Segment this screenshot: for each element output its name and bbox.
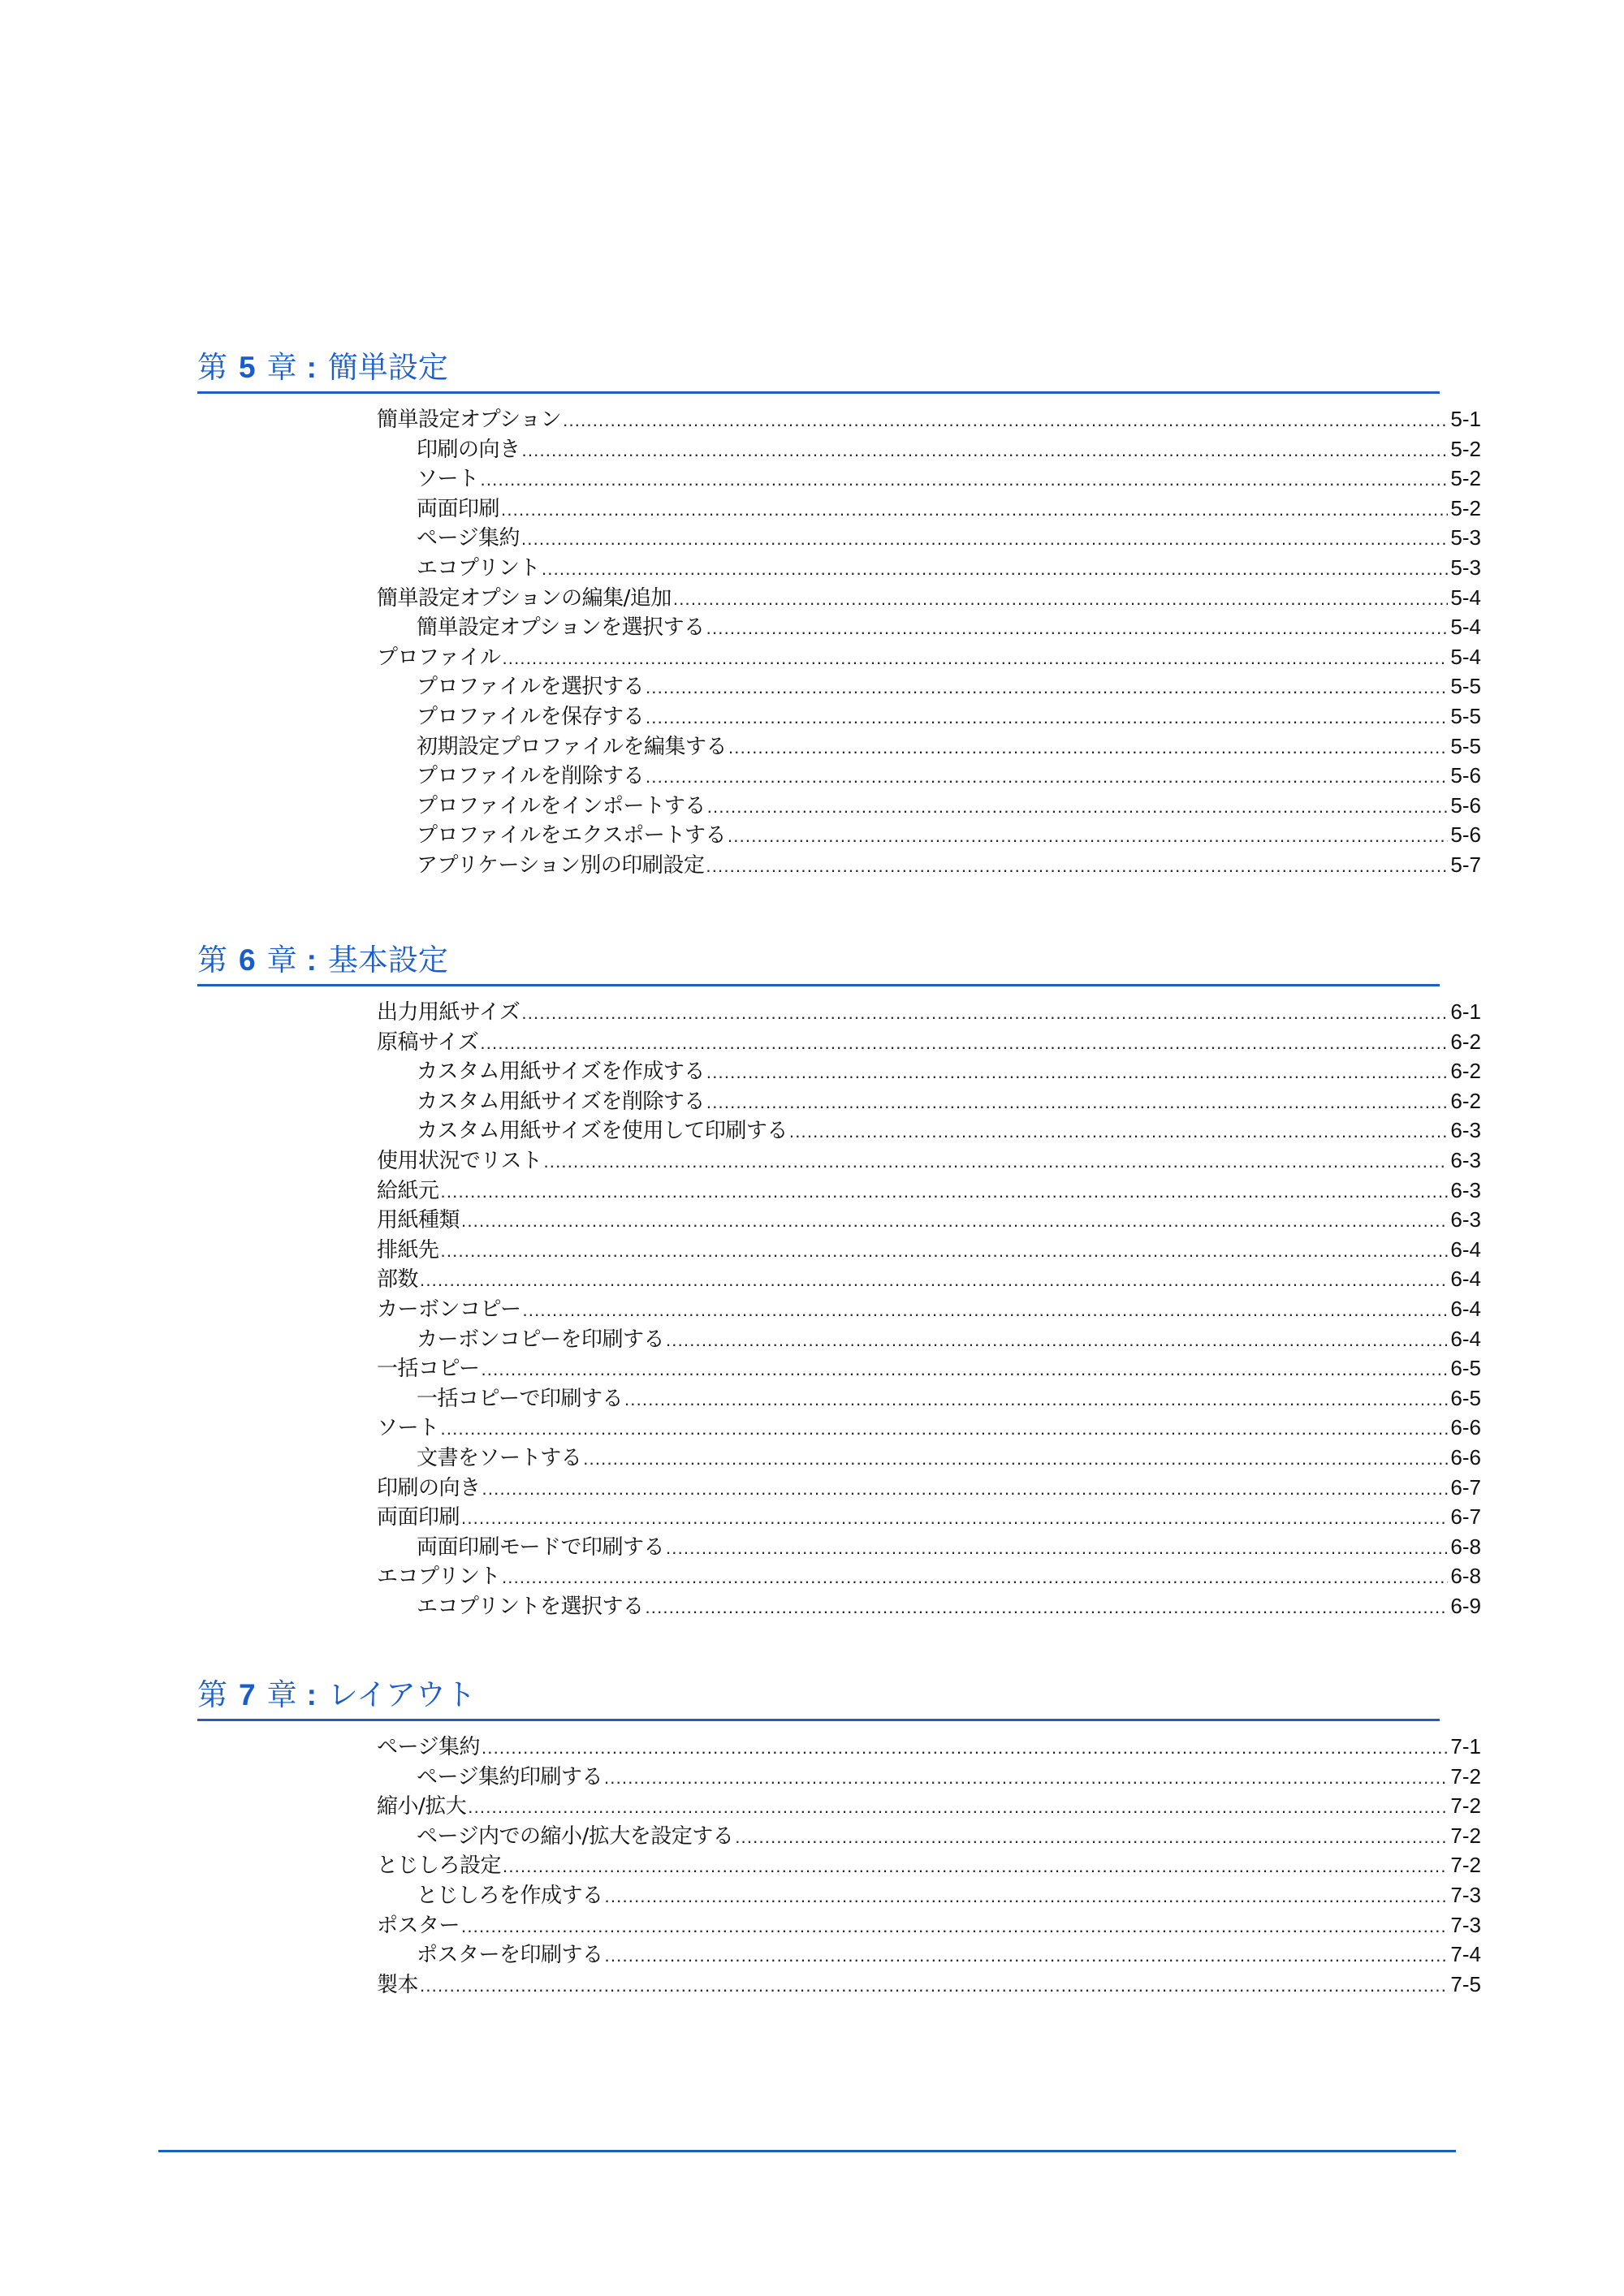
chapter-colon: : xyxy=(306,943,317,977)
dot-leader xyxy=(481,465,1449,495)
dot-leader xyxy=(706,852,1448,882)
toc-entry-title: 簡単設定オプションを選択する xyxy=(417,615,705,641)
dot-leader xyxy=(646,762,1448,792)
toc-entry[interactable] xyxy=(377,1294,1481,1324)
toc-page-number: 5-6 xyxy=(1450,763,1481,788)
toc-entry-title: 給紙元 xyxy=(377,1178,439,1203)
toc-entry[interactable] xyxy=(377,1910,1481,1940)
toc-entry[interactable] xyxy=(377,1176,1481,1206)
toc-subentry[interactable] xyxy=(377,1056,1481,1086)
toc-entry[interactable] xyxy=(377,1970,1481,2000)
dot-leader xyxy=(735,1823,1448,1853)
toc-subentry[interactable] xyxy=(377,761,1481,791)
toc-entry-title: カスタム用紙サイズを作成する xyxy=(417,1060,705,1085)
chapter-suffix: 章 xyxy=(266,1677,297,1712)
toc-entry-title: カーボンコピーを印刷する xyxy=(417,1327,664,1352)
toc-subentry[interactable] xyxy=(377,1880,1481,1910)
dot-leader xyxy=(645,1593,1448,1623)
toc-subentry[interactable] xyxy=(377,523,1481,553)
toc-entry-title: 縮小/拡大 xyxy=(377,1794,467,1819)
dot-leader xyxy=(420,1971,1448,2001)
dot-leader xyxy=(666,1326,1448,1356)
toc-entry-title: 初期設定プロファイルを編集する xyxy=(417,734,727,759)
dot-leader xyxy=(707,792,1449,822)
dot-leader xyxy=(789,1117,1449,1147)
toc-subentry[interactable] xyxy=(377,732,1481,762)
toc-entry[interactable] xyxy=(377,1205,1481,1235)
toc-subentry[interactable] xyxy=(377,494,1481,524)
dot-leader xyxy=(501,495,1448,525)
toc-page-number: 6-3 xyxy=(1450,1207,1481,1232)
toc-page-number: 5-2 xyxy=(1450,495,1481,520)
toc-subentry[interactable] xyxy=(377,612,1481,642)
chapter-heading xyxy=(197,942,1440,986)
toc-page-number: 6-3 xyxy=(1450,1177,1481,1202)
toc-entry-title: とじしろを作成する xyxy=(417,1883,603,1908)
dot-leader xyxy=(646,703,1448,733)
toc-entry-title: ページ集約 xyxy=(377,1735,480,1759)
toc-entry[interactable] xyxy=(377,1473,1481,1503)
toc-page-number: 5-6 xyxy=(1450,792,1481,818)
toc-page-number: 6-5 xyxy=(1450,1356,1481,1381)
toc-entry-title: プロファイルを選択する xyxy=(417,675,644,700)
dot-leader xyxy=(673,585,1449,615)
toc-page-number: 6-2 xyxy=(1450,1088,1481,1113)
toc-entry-title: 簡単設定オプションの編集/追加 xyxy=(377,585,672,611)
toc-page-number: 6-1 xyxy=(1450,999,1481,1024)
chapter-number: 5 xyxy=(239,351,256,384)
toc-entry-title: 一括コピー xyxy=(377,1357,480,1382)
dot-leader xyxy=(706,1088,1449,1118)
toc-entry-title: カーボンコピー xyxy=(377,1297,521,1322)
dot-leader xyxy=(563,406,1448,436)
toc-page-number: 6-7 xyxy=(1450,1474,1481,1500)
dot-leader xyxy=(480,1029,1448,1059)
dot-leader xyxy=(542,555,1448,585)
toc-entry-title: プロファイルを削除する xyxy=(417,764,644,789)
toc-page-number: 5-3 xyxy=(1450,555,1481,580)
toc-entry-title: 出力用紙サイズ xyxy=(377,1000,520,1025)
chapter-colon: : xyxy=(306,351,317,384)
toc-entry[interactable] xyxy=(377,1353,1481,1383)
toc-entry-title: 用紙種類 xyxy=(377,1208,460,1233)
dot-leader xyxy=(461,1206,1448,1236)
chapter-number: 6 xyxy=(239,943,256,977)
dot-leader xyxy=(728,822,1448,852)
toc-page-number: 5-4 xyxy=(1450,585,1481,610)
dot-leader xyxy=(706,614,1449,644)
toc-entry-title: カスタム用紙サイズを使用して印刷する xyxy=(417,1119,788,1144)
toc-page-number: 6-4 xyxy=(1450,1296,1481,1321)
toc-subentry[interactable] xyxy=(377,1116,1481,1146)
toc-page-number: 6-5 xyxy=(1450,1385,1481,1410)
dot-leader xyxy=(482,1474,1449,1504)
chapter-suffix: 章 xyxy=(266,943,297,978)
dot-leader xyxy=(481,1355,1448,1385)
dot-leader xyxy=(605,1941,1449,1971)
footer-rule xyxy=(158,2150,1456,2152)
toc-entry[interactable] xyxy=(377,1146,1481,1176)
toc-entry[interactable] xyxy=(377,1502,1481,1532)
toc-page-number: 6-3 xyxy=(1450,1118,1481,1143)
toc-entry-title: ページ集約印刷する xyxy=(417,1764,603,1789)
chapter-prefix: 第 xyxy=(197,350,227,385)
toc-page-number: 6-4 xyxy=(1450,1326,1481,1351)
toc-page-number: 7-5 xyxy=(1450,1971,1481,1996)
dot-leader xyxy=(420,1266,1448,1296)
chapter-number: 7 xyxy=(239,1678,256,1711)
toc-subentry[interactable] xyxy=(377,820,1481,850)
toc-entry-title: エコプリント xyxy=(417,555,540,580)
toc-page-number: 6-3 xyxy=(1450,1147,1481,1172)
toc-entry-title: 両面印刷 xyxy=(377,1505,460,1530)
toc-page-number: 7-1 xyxy=(1450,1734,1481,1759)
toc-page-number: 6-2 xyxy=(1450,1059,1481,1084)
toc-page-number: 6-8 xyxy=(1450,1534,1481,1559)
toc-entry-title: プロファイルをエクスポートする xyxy=(417,823,726,848)
toc-page-number: 6-2 xyxy=(1450,1029,1481,1054)
toc-entry[interactable] xyxy=(377,1027,1481,1057)
toc-entry[interactable] xyxy=(377,1264,1481,1294)
toc-entry-title: プロファイルをインポートする xyxy=(417,793,706,818)
toc-page-number: 5-4 xyxy=(1450,615,1481,640)
toc-page-number: 5-5 xyxy=(1450,703,1481,728)
toc-page-number: 7-2 xyxy=(1450,1823,1481,1848)
toc-page-number: 7-2 xyxy=(1450,1853,1481,1878)
chapter-heading xyxy=(197,1677,1440,1721)
toc-page-number: 5-5 xyxy=(1450,674,1481,699)
dot-leader xyxy=(522,1296,1448,1326)
toc-entry-list xyxy=(377,1732,1481,1999)
toc-page-number: 7-3 xyxy=(1450,1912,1481,1937)
toc-page-number: 5-3 xyxy=(1450,525,1481,550)
dot-leader xyxy=(605,1882,1449,1912)
toc-entry[interactable] xyxy=(377,1235,1481,1265)
toc-subentry[interactable] xyxy=(377,434,1481,464)
dot-leader xyxy=(468,1793,1448,1823)
toc-page-number: 5-4 xyxy=(1450,644,1481,669)
toc-page-number: 6-8 xyxy=(1450,1564,1481,1589)
toc-subentry[interactable] xyxy=(377,850,1481,880)
toc-entry-title: エコプリント xyxy=(377,1564,500,1590)
dot-leader xyxy=(441,1236,1449,1267)
toc-entry-title: 両面印刷 xyxy=(417,496,500,521)
toc-entry[interactable] xyxy=(377,1732,1481,1762)
toc-subentry[interactable] xyxy=(377,671,1481,701)
toc-page-number: 7-2 xyxy=(1450,1763,1481,1789)
toc-entry-title: ポスター xyxy=(377,1913,460,1938)
toc-entry-title: 使用状況でリスト xyxy=(377,1148,542,1173)
toc-subentry[interactable] xyxy=(377,553,1481,583)
toc-entry-title: エコプリントを選択する xyxy=(417,1594,644,1619)
toc-subentry[interactable] xyxy=(377,1383,1481,1413)
chapter-title: 簡単設定 xyxy=(327,350,448,385)
toc-page-number: 7-3 xyxy=(1450,1882,1481,1907)
toc-entry-title: 部数 xyxy=(377,1267,419,1293)
dot-leader xyxy=(666,1534,1448,1564)
chapter-prefix: 第 xyxy=(197,943,227,978)
dot-leader xyxy=(624,1385,1448,1415)
toc-entry-title: ソート xyxy=(417,467,479,492)
toc-entry-title: 印刷の向き xyxy=(377,1475,481,1500)
chapter-prefix: 第 xyxy=(197,1677,227,1712)
dot-leader xyxy=(706,1058,1449,1088)
toc-entry-title: ソート xyxy=(377,1416,439,1441)
toc-subentry[interactable] xyxy=(377,1821,1481,1851)
toc-entry[interactable] xyxy=(377,1791,1481,1821)
toc-page-number: 6-4 xyxy=(1450,1267,1481,1292)
toc-subentry[interactable] xyxy=(377,1086,1481,1116)
toc-page-number: 5-2 xyxy=(1450,466,1481,491)
dot-leader xyxy=(441,1177,1449,1207)
toc-entry[interactable] xyxy=(377,642,1481,672)
dot-leader xyxy=(461,1504,1448,1534)
toc-entry-title: 両面印刷モードで印刷する xyxy=(417,1534,664,1560)
toc-page-number: 6-9 xyxy=(1450,1593,1481,1618)
toc-entry-title: アプリケーション別の印刷設定 xyxy=(417,852,705,878)
chapter-heading xyxy=(197,349,1440,394)
toc-subentry[interactable] xyxy=(377,1591,1481,1621)
toc-entry-title: ポスターを印刷する xyxy=(417,1943,603,1968)
toc-entry-title: 一括コピーで印刷する xyxy=(417,1386,623,1411)
toc-entry-list xyxy=(377,404,1481,880)
toc-entry[interactable] xyxy=(377,997,1481,1027)
toc-entry-title: 原稿サイズ xyxy=(377,1029,479,1055)
toc-page-number: 7-4 xyxy=(1450,1942,1481,1967)
toc-page-number: 5-7 xyxy=(1450,852,1481,877)
toc-entry[interactable] xyxy=(377,583,1481,613)
toc-entry-title: 印刷の向き xyxy=(417,437,520,462)
toc-subentry[interactable] xyxy=(377,701,1481,732)
dot-leader xyxy=(502,1563,1448,1593)
toc-page-number: 6-6 xyxy=(1450,1444,1481,1470)
dot-leader xyxy=(543,1147,1448,1177)
chapter-title: 基本設定 xyxy=(327,943,448,978)
toc-entry-title: プロファイル xyxy=(377,645,501,670)
toc-entry-title: 文書をソートする xyxy=(417,1445,582,1470)
toc-subentry[interactable] xyxy=(377,1443,1481,1473)
toc-page-number: 5-1 xyxy=(1450,407,1481,431)
toc-subentry[interactable] xyxy=(377,1762,1481,1792)
toc-entry-title: 排紙先 xyxy=(377,1237,439,1262)
toc-page-number: 6-4 xyxy=(1450,1236,1481,1262)
dot-leader xyxy=(521,524,1448,555)
chapter-title: レイアウト xyxy=(327,1677,476,1712)
toc-entry[interactable] xyxy=(377,1561,1481,1591)
toc-entry-title: ページ集約 xyxy=(417,526,520,551)
toc-subentry[interactable] xyxy=(377,1940,1481,1970)
toc-entry-list xyxy=(377,997,1481,1621)
toc-entry-title: 簡単設定オプション xyxy=(377,408,562,432)
toc-entry-title: カスタム用紙サイズを削除する xyxy=(417,1089,705,1114)
toc-page-number: 7-2 xyxy=(1450,1793,1481,1819)
dot-leader xyxy=(441,1414,1449,1444)
dot-leader xyxy=(583,1444,1448,1474)
toc-subentry[interactable] xyxy=(377,1532,1481,1562)
dot-leader xyxy=(503,1852,1448,1882)
toc-subentry[interactable] xyxy=(377,791,1481,821)
dot-leader xyxy=(482,1733,1448,1763)
dot-leader xyxy=(502,644,1448,674)
toc-entry-title: ページ内での縮小/拡大を設定する xyxy=(417,1823,734,1849)
toc-entry[interactable] xyxy=(377,404,1481,434)
dot-leader xyxy=(604,1763,1448,1793)
toc-entry[interactable] xyxy=(377,1850,1481,1880)
dot-leader xyxy=(461,1912,1448,1942)
toc-page-number: 5-2 xyxy=(1450,436,1481,461)
toc-entry-title: 製本 xyxy=(377,1972,419,1997)
dot-leader xyxy=(728,733,1448,763)
toc-subentry[interactable] xyxy=(377,464,1481,494)
toc-entry[interactable] xyxy=(377,1413,1481,1443)
toc-page-number: 6-7 xyxy=(1450,1504,1481,1530)
dot-leader xyxy=(646,673,1448,703)
toc-entry-title: とじしろ設定 xyxy=(377,1854,502,1879)
dot-leader xyxy=(521,999,1448,1029)
toc-page-number: 5-6 xyxy=(1450,822,1481,848)
toc-entry-title: プロファイルを保存する xyxy=(417,704,644,729)
chapter-colon: : xyxy=(306,1678,317,1711)
toc-subentry[interactable] xyxy=(377,1324,1481,1354)
toc-page-number: 5-5 xyxy=(1450,733,1481,758)
toc-page-number: 6-6 xyxy=(1450,1415,1481,1440)
dot-leader xyxy=(522,436,1449,466)
chapter-suffix: 章 xyxy=(266,350,297,385)
